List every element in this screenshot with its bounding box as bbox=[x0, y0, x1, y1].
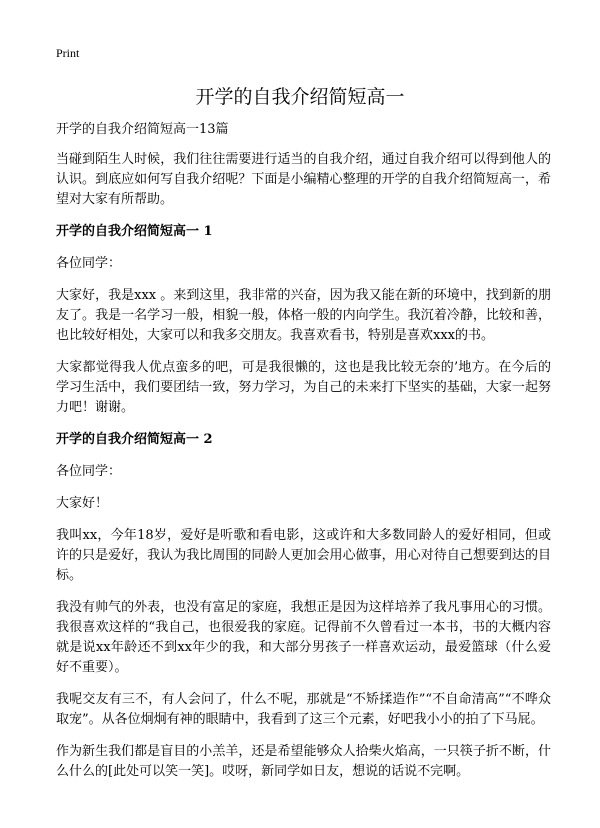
paragraph: 各位同学： bbox=[56, 464, 122, 479]
intro-paragraph: 当碰到陌生人时候，我们往往需要进行适当的自我介绍，通过自我介绍可以得到他人的认识。到底应如何写自我介绍呢？下面是小编精心整理的开学的自我介绍简短高一，希望对大家有所帮助。 bbox=[56, 152, 551, 207]
paragraph: 我叫xx，今年18岁，爱好是听歌和看电影，这或许和大多数同龄人的爱好相同，但或许的只是爱好，我认为我比周围的同龄人更加会用心做事，用心对待自己想要到达的目标。 bbox=[56, 528, 551, 583]
paragraph: 我呢交友有三不，有人会问了，什么不呢，那就是“不矫揉造作”“不自命清高”“不哗众取宠”。从各位炯炯有神的眼睛中，我看到了这三个元素，好吧我小小的拍了下马屁。 bbox=[56, 692, 551, 727]
paragraph: 各位同学： bbox=[56, 256, 122, 271]
paragraph: 大家好！ bbox=[56, 496, 109, 511]
document-body bbox=[56, 120, 551, 794]
section-heading-1: 开学的自我介绍简短高一 1 bbox=[56, 224, 213, 239]
paragraph: 大家都觉得我人优点蛮多的吧，可是我很懒的，这也是我比较无奈的’地方。在今后的学习生活中，我们要团结一致，努力学习，为自己的未来打下坚实的基础，大家一起努力吧！谢谢。 bbox=[56, 360, 551, 415]
section-heading-2: 开学的自我介绍简短高一 2 bbox=[56, 432, 213, 447]
paragraph: 大家好，我是xxx 。来到这里，我非常的兴奋，因为我又能在新的环境中，找到新的朋友了。我是一名学习一般，相貌一般，体格一般的内向学生。我沉着冷静，比较和善，也比较好相处，大家可以和我多交朋友。我喜欢看书，特别是喜欢xxx的书。 bbox=[56, 288, 551, 343]
paragraph: 我没有帅气的外表，也没有富足的家庭，我想正是因为这样培养了我凡事用心的习惯。我很喜欢这样的“我自己，也很爱我的家庭。记得前不久曾看过一本书，书的大概内容就是说xx年龄还不到xx年少的我，和大部分男孩子一样喜欢运动，最爱篮球（什么爱好不重要）。 bbox=[56, 600, 551, 675]
print-label: Print bbox=[56, 46, 80, 60]
paragraph: 作为新生我们都是盲目的小羔羊，还是希望能够众人拾柴火焰高，一只筷子折不断，什么什么的[此处可以笑一笑]。哎呀，新同学如日友，想说的话说不完啊。 bbox=[56, 744, 551, 779]
document-subtitle: 开学的自我介绍简短高一13篇 bbox=[56, 122, 229, 137]
page-title: 开学的自我介绍简短高一 bbox=[195, 86, 405, 108]
